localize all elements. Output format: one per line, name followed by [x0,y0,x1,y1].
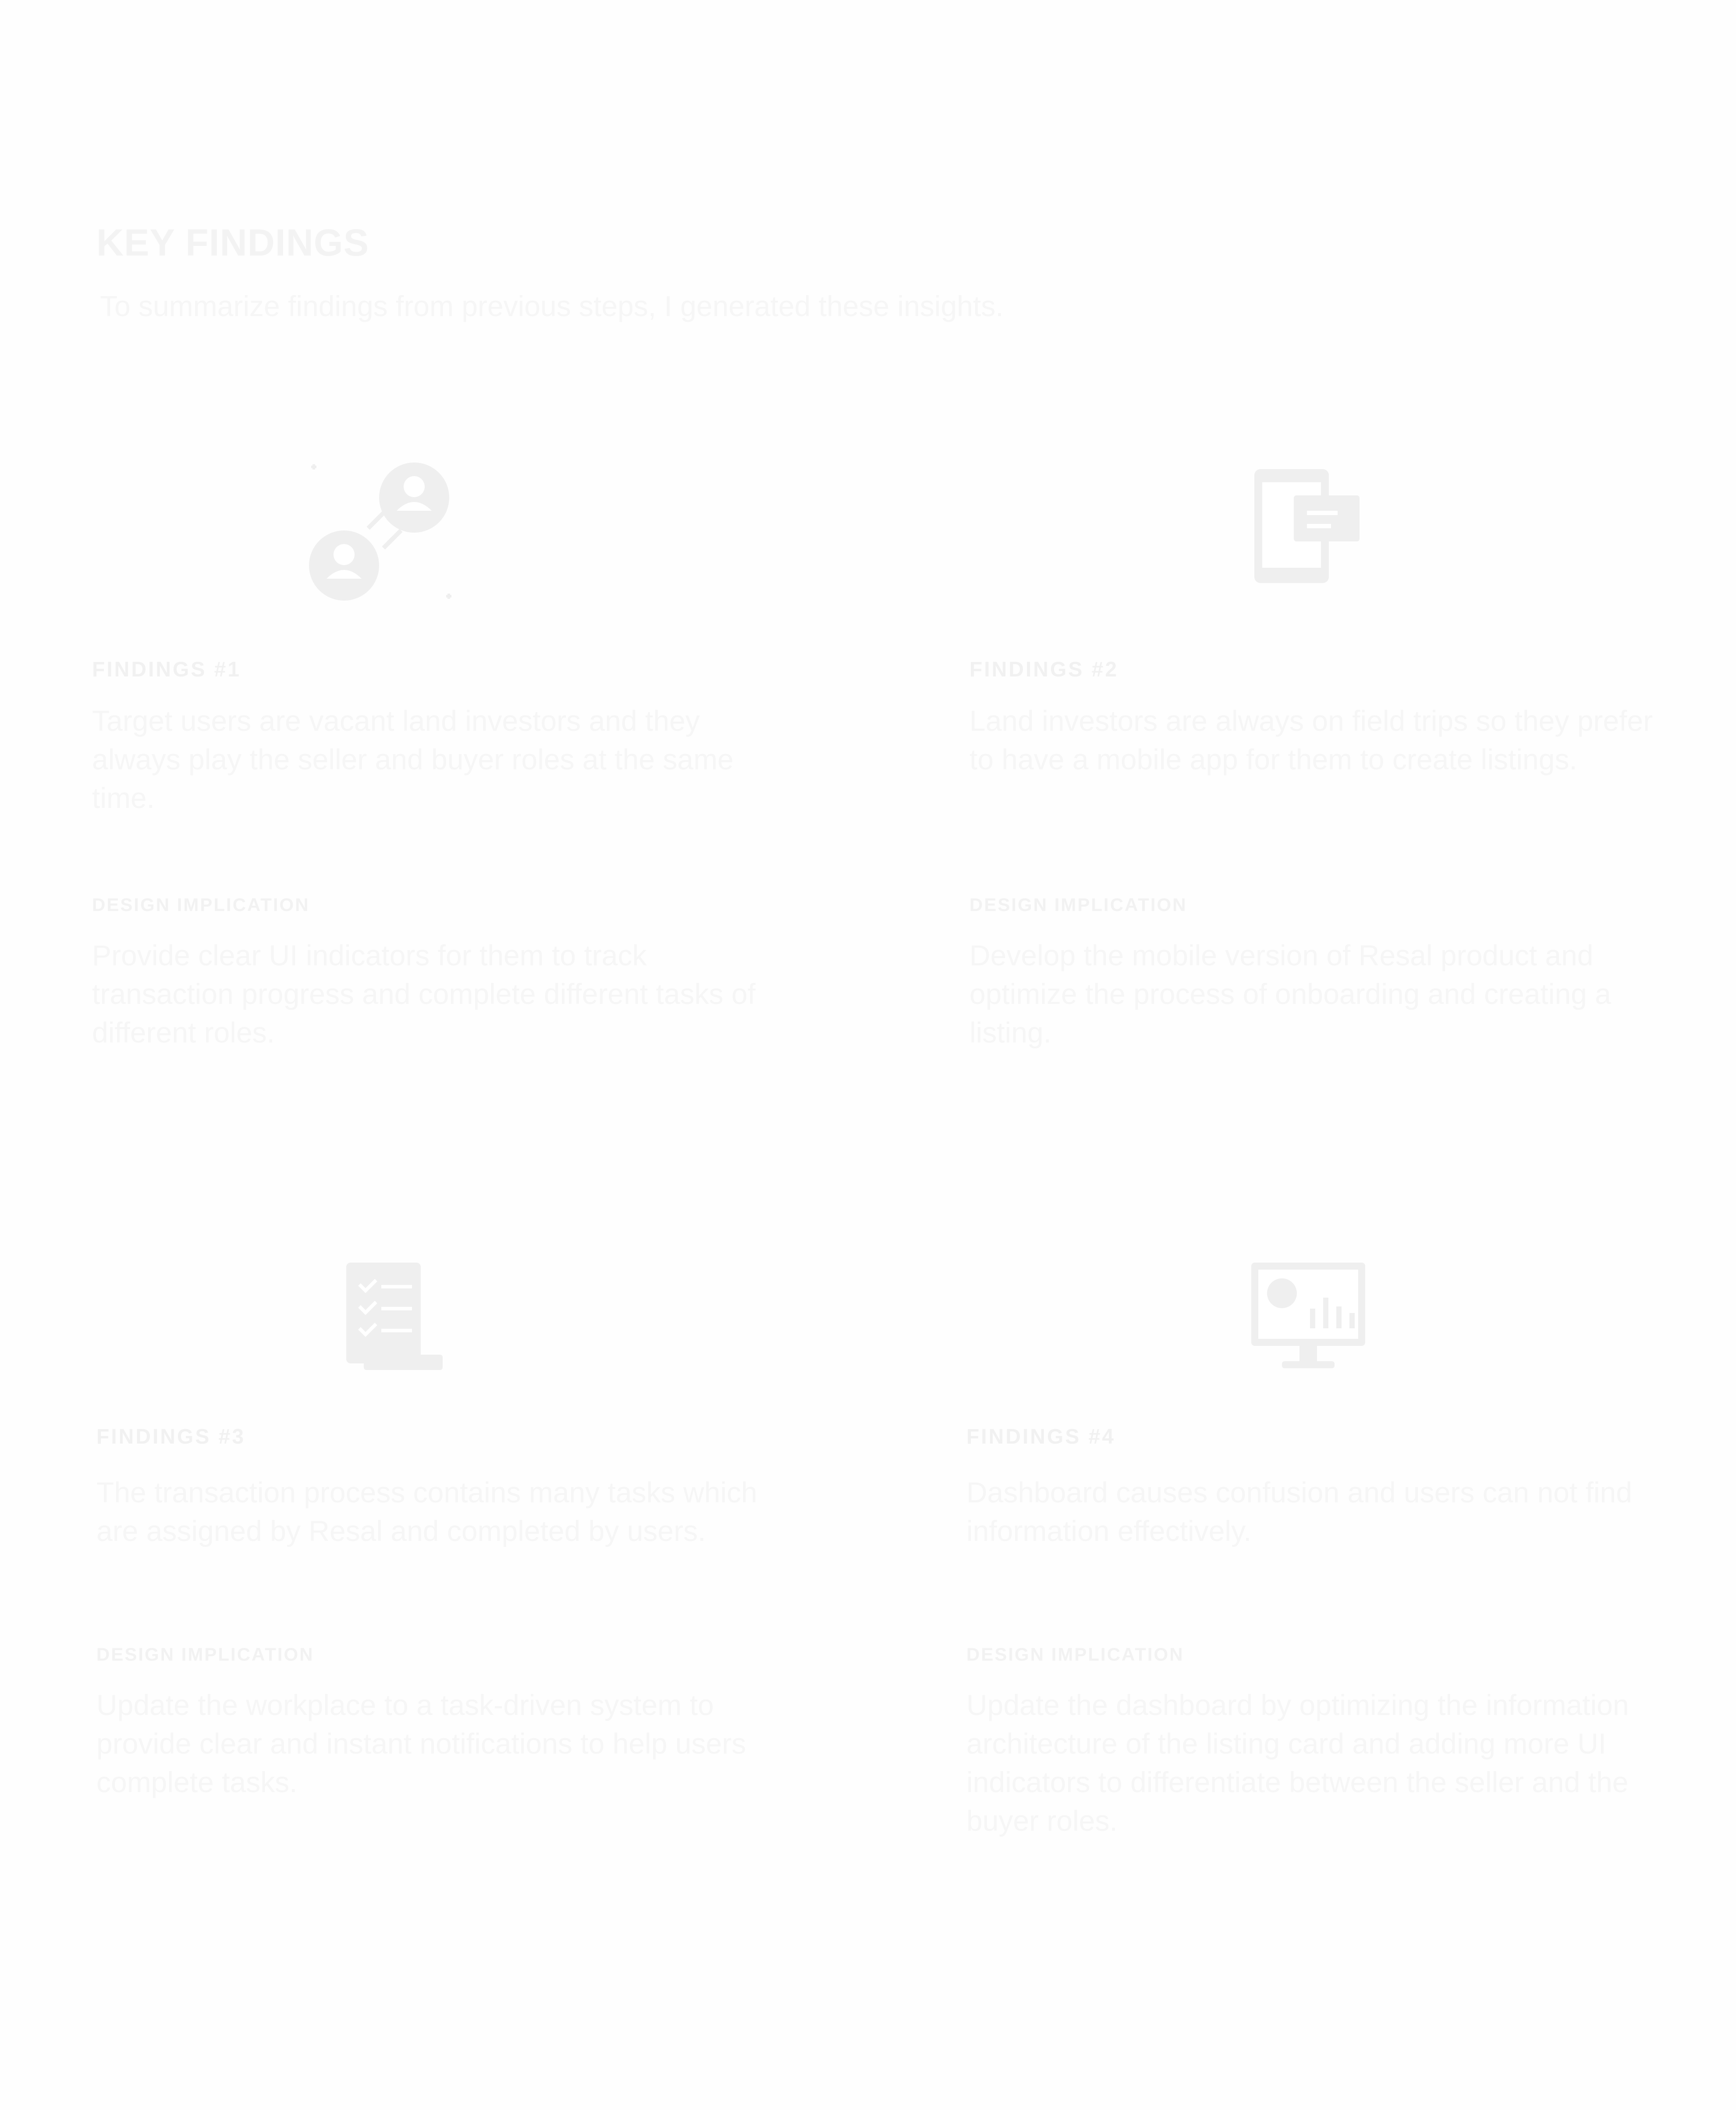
finding-card-2 [969,438,1671,1096]
finding-text: Target users are vacant land investors and they always play the seller and buyer roles at the same time. [92,705,734,814]
page-subtitle: To summarize findings from previous steps, I generated these insights. [100,290,1004,322]
checklist-scroll-icon [337,1258,451,1372]
implication-label: DESIGN IMPLICATION [96,1644,314,1665]
implication-label: DESIGN IMPLICATION [92,894,310,915]
finding-text: The transaction process contains many tasks which are assigned by Resal and completed by users. [96,1476,757,1547]
implication-text: Update the dashboard by optimizing the information architecture of the listing card and adding more UI indicators to differentiate between the seller and the buyer roles. [966,1689,1629,1837]
finding-text: Dashboard causes confusion and users can not find information effectively. [966,1476,1632,1547]
implication-label: DESIGN IMPLICATION [969,894,1187,915]
mobile-chat-icon [1250,465,1364,587]
finding-label: FINDINGS #3 [96,1425,246,1448]
finding-card-4 [966,1249,1668,1907]
finding-card-3 [96,1249,798,1907]
finding-label: FINDINGS #2 [969,658,1119,681]
finding-text: Land investors are always on field trips so they prefer to have a mobile app for them to create listings. [969,705,1653,776]
implication-label: DESIGN IMPLICATION [966,1644,1184,1665]
finding-card-1 [92,438,793,1096]
user-exchange-icon [307,447,465,605]
finding-label: FINDINGS #1 [92,658,241,681]
monitor-analytics-icon [1247,1258,1370,1372]
implication-text: Provide clear UI indicators for them to track transaction progress and complete different tasks of different roles. [92,939,756,1049]
implication-text: Develop the mobile version of Resal product and optimize the process of onboarding and creating a listing. [969,939,1611,1049]
page-title: KEY FINDINGS [96,222,369,264]
implication-text: Update the workplace to a task-driven system to provide clear and instant notifications to help users complete tasks. [96,1689,746,1798]
finding-label: FINDINGS #4 [966,1425,1116,1448]
